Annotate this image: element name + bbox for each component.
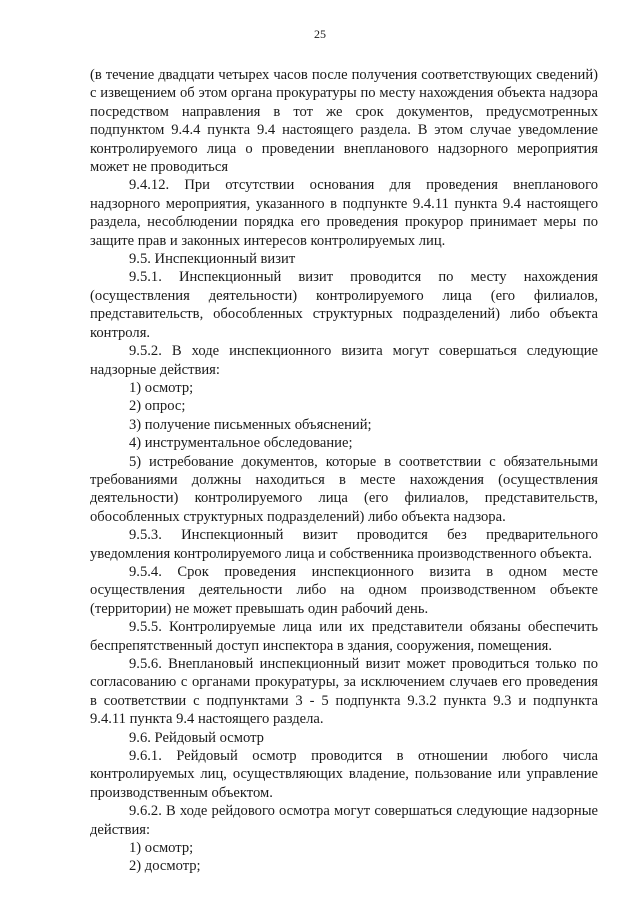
- paragraph: 9.5.5. Контролируемые лица или их представители обязаны обеспечить беспрепятственный доступ инспектора в здания, сооружения, помещения.: [90, 619, 598, 654]
- document-body: [90, 66, 598, 876]
- paragraph: 9.4.12. При отсутствии основания для проведения внепланового надзорного мероприятия, указанного в подпункте 9.4.11 пункта 9.4 настоящего раздела, несоблюдении порядка его проведения прокурор принимает меры по защите прав и законных интересов контролируемых лиц.: [90, 177, 598, 249]
- list-item: 1) осмотр;: [129, 840, 194, 857]
- paragraph: 9.5.6. Внеплановый инспекционный визит может проводиться только по согласованию с органами прокуратуры, за исключением случаев его проведения в соответствии с подпунктами 3 - 5 подпункта 9.3.2 пункта 9.3 и подпункта 9.4.11 пункта 9.4 настоящего раздела.: [90, 656, 598, 728]
- list-item: 2) досмотр;: [129, 858, 201, 875]
- section-heading: 9.6. Рейдовый осмотр: [129, 729, 264, 746]
- list-item: 5) истребование документов, которые в соответствии с обязательными требованиями должны находиться в месте нахождения (осуществления деятельности) контролируемого лица (его филиалов, представительств, обособленных структурных подразделений) либо объекта надзора.: [90, 453, 598, 525]
- paragraph: 9.6.2. В ходе рейдового осмотра могут совершаться следующие надзорные действия:: [90, 803, 598, 838]
- list-item: 1) осмотр;: [129, 379, 194, 396]
- paragraph: 9.5.2. В ходе инспекционного визита могут совершаться следующие надзорные действия:: [90, 343, 598, 378]
- list-item: 4) инструментальное обследование;: [129, 435, 353, 452]
- list-item: 3) получение письменных объяснений;: [129, 416, 372, 433]
- page-number: 25: [314, 27, 326, 41]
- paragraph: 9.6.1. Рейдовый осмотр проводится в отношении любого числа контролируемых лиц, осуществляющих владение, пользование или управление производственным объектом.: [90, 748, 598, 801]
- paragraph: 9.5.1. Инспекционный визит проводится по месту нахождения (осуществления деятельности) контролируемого лица (его филиалов, представительств, обособленных структурных подразделений) либо объекта контроля.: [90, 269, 598, 341]
- paragraph: 9.5.3. Инспекционный визит проводится без предварительного уведомления контролируемого лица и собственника производственного объекта.: [90, 527, 598, 562]
- section-heading: 9.5. Инспекционный визит: [129, 251, 296, 268]
- paragraph: 9.5.4. Срок проведения инспекционного визита в одном месте осуществления деятельности либо на одном производственном объекте (территории) не может превышать один рабочий день.: [90, 563, 598, 617]
- list-item: 2) опрос;: [129, 398, 186, 415]
- paragraph: (в течение двадцати четырех часов после получения соответствующих сведений) с извещением об этом органа прокуратуры по месту нахождения объекта надзора посредством направления в тот же срок документов, предусмотренных подпунктом 9.4.4 пункта 9.4 настоящего раздела. В этом случае уведомление контролируемого лица о проведении внепланового надзорного мероприятия может не проводиться: [90, 67, 598, 176]
